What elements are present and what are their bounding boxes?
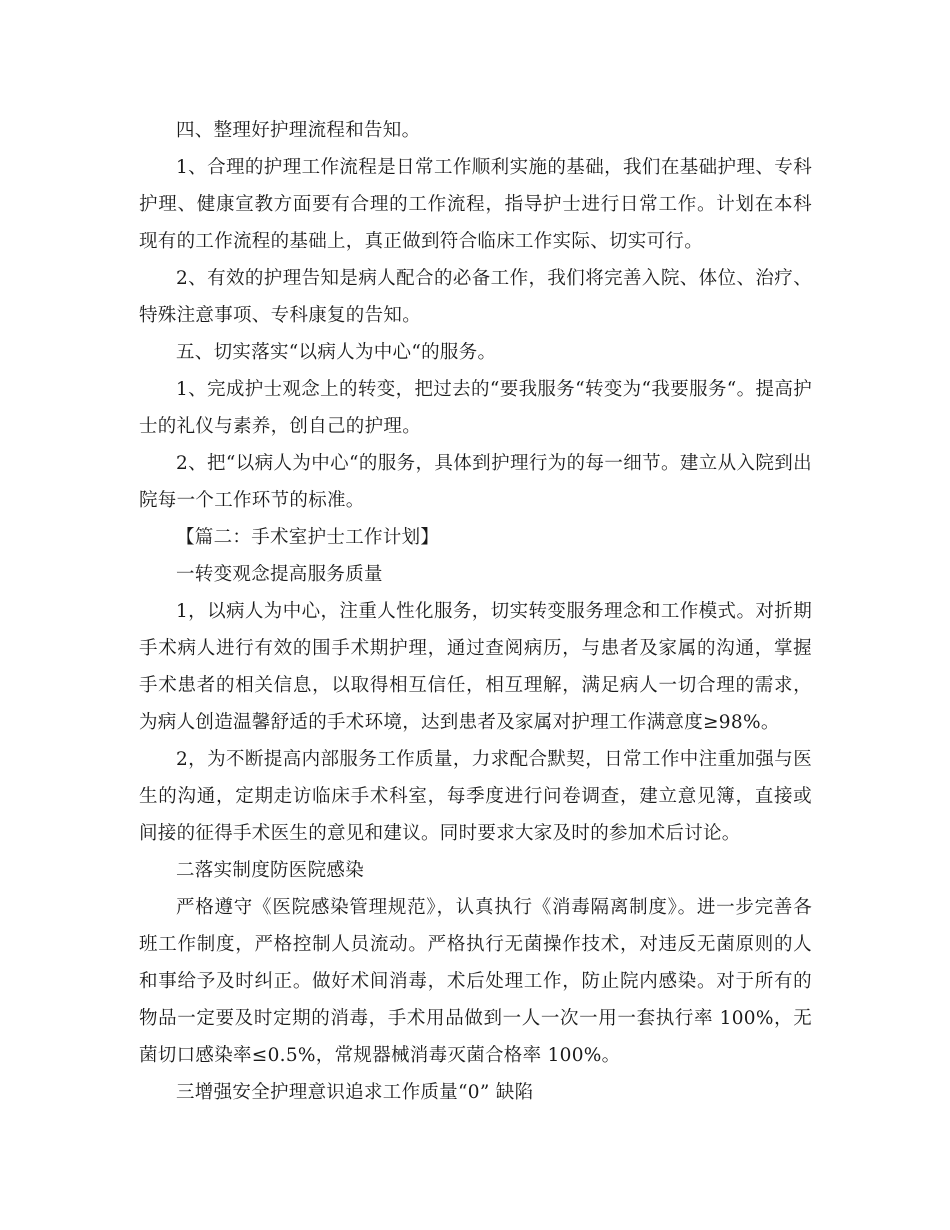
section-heading-4: 四、整理好护理流程和告知。 bbox=[176, 120, 421, 141]
paragraph: 1、完成护士观念上的转变，把过去的“要我服务“转变为“我要服务“。提高护士的礼仪与素养，创自己的护理。 bbox=[139, 379, 812, 437]
chapter-title: 【篇二：手术室护士工作计划】 bbox=[176, 527, 440, 548]
paragraph: 严格遵守《医院感染管理规范》，认真执行《消毒隔离制度》。进一步完善各班工作制度，严格控制人员流动。严格执行无菌操作技术，对违反无菌原则的人和事给予及时纠正。做好术间消毒，术后处理工作，防止院内感染。对于所有的物品一定要及时定期的消毒，手术用品做到一人一次一用一套执行率 100%，无菌切口感染率≤0.5%，常规器械消毒灭菌合格率 100%。 bbox=[139, 897, 812, 1066]
section-heading-3: 三增强安全护理意识追求工作质量“0” 缺陷 bbox=[176, 1082, 534, 1103]
paragraph: 2、把“以病人为中心“的服务，具体到护理行为的每一细节。建立从入院到出院每一个工作环节的标准。 bbox=[139, 453, 812, 511]
paragraph: 1，以病人为中心，注重人性化服务，切实转变服务理念和工作模式。对折期手术病人进行有效的围手术期护理，通过查阅病历，与患者及家属的沟通，掌握手术患者的相关信息，以取得相互信任，相互理解，满足病人一切合理的需求，为病人创造温馨舒适的手术环境，达到患者及家属对护理工作满意度≥98%。 bbox=[139, 601, 812, 733]
section-heading-2: 二落实制度防医院感染 bbox=[176, 860, 365, 881]
section-heading-5: 五、切实落实“以病人为中心“的服务。 bbox=[176, 342, 497, 363]
paragraph: 2、有效的护理告知是病人配合的必备工作，我们将完善入院、体位、治疗、特殊注意事项、专科康复的告知。 bbox=[139, 268, 812, 326]
section-heading-1: 一转变观念提高服务质量 bbox=[176, 564, 383, 585]
paragraph: 1、合理的护理工作流程是日常工作顺利实施的基础，我们在基础护理、专科护理、健康宣教方面要有合理的工作流程，指导护士进行日常工作。计划在本科现有的工作流程的基础上，真正做到符合临床工作实际、切实可行。 bbox=[139, 157, 812, 252]
document-body bbox=[139, 112, 812, 1111]
paragraph: 2，为不断提高内部服务工作质量，力求配合默契，日常工作中注重加强与医生的沟通，定期走访临床手术科室，每季度进行问卷调查，建立意见簿，直接或间接的征得手术医生的意见和建议。同时要求大家及时的参加术后讨论。 bbox=[139, 749, 812, 844]
